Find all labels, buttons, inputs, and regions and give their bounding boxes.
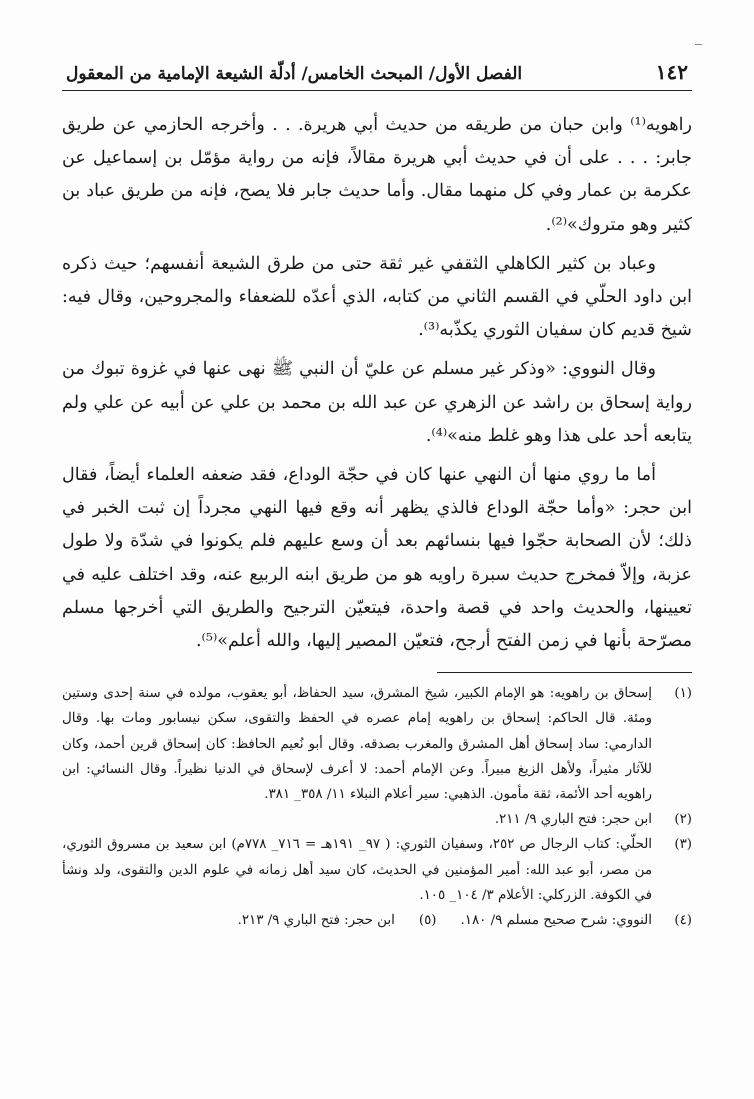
paragraph-2: وعباد بن كثير الكاهلي الثقفي غير ثقة حتى من طرق الشيعة أنفسهم؛ حيث ذكره ابن داود الحلّي في القسم الثاني من كتابه، الذي أعدّه للضعفاء والمجروحين، وقال فيه: شيخ قديم كان سفيان الثوري يكذّبه⁽³⁾. <box>62 253 692 341</box>
footnote-text: ابن حجر: فتح الباري ٩/ ٢١١. <box>494 812 652 828</box>
footnote-number: (١) <box>674 686 692 702</box>
footnote-3 <box>62 832 692 908</box>
footnote-2 <box>62 807 692 832</box>
running-title: الفصل الأول/ المبحث الخامس/ أدلّة الشيعة الإمامية من المعقول <box>66 64 523 84</box>
paragraph-4: أما ما روي منها أن النهي عنها كان في حجّة الوداع، فقد ضعفه العلماء أيضاً، فقال ابن حجر: «وأما حجّة الوداع فالذي يظهر أنه وقع فيها النهي مجرداً إن ثبت الخبر في ذلك؛ لأن الصحابة حجّوا فيها بنسائهم بعد أن وسع عليهم فلم يكونوا في شدّة ولا طول عزبة، وإلاّ فمخرج حديث سبرة راويه هو من طريق ابنه الربيع عنه، وقد اختلف عليه في تعيينها، والحديث واحد في قصة واحدة، فيتعيّن الترجيح والطريق التي أخرجها مسلم مصرّحة بأنها في زمن الفتح أرجح، فتعيّن المصير إليها، والله أعلم»⁽⁵⁾. <box>62 465 692 652</box>
footnote-text: الحلّي: كتاب الرجال ص ٢٥٢، وسفيان الثوري: ( ٩٧_ ١٩١هـ = ٧١٦_ ٧٧٨م) ابن سعيد بن مسروق الثوري، من مصر، أبو عبد الله: أمير المؤمنين في الحديث، كان سيد أهل زمانه في علوم الدين والتقوى، ولد ونشأ في الكوفة. الزركلي: الأعلام ٣/ ١٠٤_ ١٠٥. <box>62 837 652 903</box>
footnote-number: (٤) <box>674 913 692 929</box>
footnotes <box>62 681 692 933</box>
main-text <box>62 109 692 658</box>
page-number: ١٤٢ <box>655 60 688 84</box>
footnote-number: (٣) <box>674 837 692 853</box>
footnote-text: إسحاق بن راهويه: هو الإمام الكبير، شيخ المشرق، سيد الحفاظ، أبو يعقوب، مولده في سنة إحدى وستين ومئة. قال الحاكم: إسحاق بن راهويه إمام عصره في الحفظ والتقوى، سكن نيسابور ومات بها. وقال الدارمي: ساد إسحاق أهل المشرق والمغرب بصدقه. وقال أبو نُعيم الحافظ: كان إسحاق قرين أحمد، وكان للآثار مثيراً، ولأهل الزيغ مبيراً. وعن الإمام أحمد: لا أعرف لإسحاق في الدنيا نظيراً. وقال النسائي: ابن راهويه أحد الأئمة، ثقة مأمون. الذهبي: سير أعلام النبلاء ١١/ ٣٥٨_ ٣٨١. <box>62 686 652 803</box>
footnote-number: (٢) <box>674 812 692 828</box>
book-page <box>62 60 692 933</box>
footnote-5-text: ابن حجر: فتح الباري ٩/ ٢١٣. <box>237 913 395 929</box>
footnote-1 <box>62 681 692 807</box>
paragraph-1: راهويه⁽¹⁾ وابن حبان من طريقه من حديث أبي هريرة. . . وأخرجه الحازمي عن طريق جابر: . . . على أن في حديث أبي هريرة مقالاً، فإنه من رواية مؤمّل بن إسماعيل عن عكرمة بن عمار وفي كل منهما مقال. وأما حديث جابر فلا يصح، فإنه من طريق عباد بن كثير وهو متروك»⁽²⁾. <box>62 115 692 235</box>
paragraph-3: وقال النووي: «وذكر غير مسلم عن عليّ أن النبي ﷺ نهى عنها في غزوة تبوك من رواية إسحاق بن راشد عن الزهري عن عبد الله بن محمد بن علي عن أبيه عن علي ولم يتابعه أحد على هذا وهو غلط منه»⁽⁴⁾. <box>62 359 692 446</box>
footnote-4-text: النووي: شرح صحيح مسلم ٩/ ١٨٠. <box>460 913 652 929</box>
corner-mark <box>695 44 702 45</box>
footnote-4-5 <box>62 908 692 933</box>
footnote-5-number: (٥) <box>418 913 437 929</box>
page-header <box>62 60 692 91</box>
footnote-separator <box>437 672 692 673</box>
